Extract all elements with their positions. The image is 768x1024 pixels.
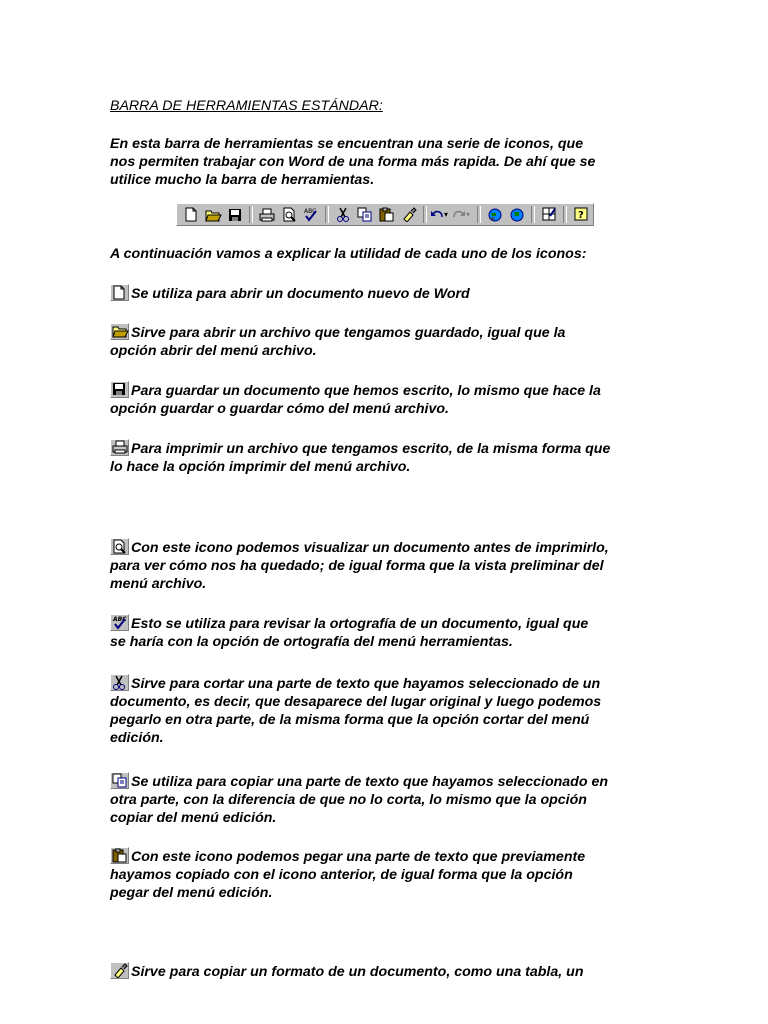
item-text: menú archivo. <box>110 576 207 592</box>
intro-line: En esta barra de herramientas se encuentran una serie de iconos, que <box>110 136 584 152</box>
item-text: edición. <box>110 730 164 746</box>
open-folder-icon <box>110 323 129 340</box>
standard-toolbar <box>176 203 594 226</box>
new-document-icon[interactable] <box>180 205 202 224</box>
item-text: Sirve para cortar una parte de texto que hayamos seleccionado de un <box>131 676 601 692</box>
redo-icon[interactable] <box>452 205 466 224</box>
print-preview-icon <box>110 538 129 555</box>
item-text: Se utiliza para copiar una parte de texto que hayamos seleccionado en <box>131 774 609 790</box>
item-text: Para imprimir un archivo que tengamos escrito, de la misma forma que <box>131 441 611 457</box>
list-item <box>110 674 670 747</box>
undo-dropdown-icon[interactable]: ▾ <box>444 210 449 219</box>
print-icon <box>110 439 129 456</box>
paste-icon[interactable] <box>376 205 398 224</box>
tables-borders-icon[interactable] <box>538 205 560 224</box>
new-document-icon <box>110 284 129 301</box>
list-item <box>110 284 670 303</box>
format-painter-icon[interactable] <box>398 205 420 224</box>
svg-text:?: ? <box>577 210 584 221</box>
copy-icon <box>110 772 129 789</box>
item-text: para ver cómo nos ha quedado; de igual forma que la vista preliminar del <box>110 558 604 574</box>
print-preview-icon[interactable] <box>278 205 300 224</box>
list-item <box>110 847 670 902</box>
item-text: Sirve para abrir un archivo que tengamos guardado, igual que la <box>131 325 566 341</box>
svg-text:ABC: ABC <box>304 208 317 215</box>
item-text: Para guardar un documento que hemos escrito, lo mismo que hace la <box>131 383 601 399</box>
list-item <box>110 614 670 651</box>
redo-dropdown-icon[interactable]: ▾ <box>466 210 471 219</box>
list-item <box>110 439 670 476</box>
cut-icon[interactable] <box>332 205 354 224</box>
undo-icon[interactable] <box>430 205 444 224</box>
help-icon[interactable] <box>570 205 592 224</box>
intro-line: utilice mucho la barra de herramientas. <box>110 172 375 188</box>
item-text: opción guardar o guardar cómo del menú archivo. <box>110 401 449 417</box>
item-text: lo hace la opción imprimir del menú archivo. <box>110 459 411 475</box>
list-item <box>110 772 670 827</box>
intro-line: nos permiten trabajar con Word de una forma más rapida. De ahí que se <box>110 154 596 170</box>
format-painter-icon <box>110 962 129 979</box>
item-text: hayamos copiado con el icono anterior, de igual forma que la opción <box>110 867 573 883</box>
paste-icon <box>110 847 129 864</box>
hyperlink-icon[interactable] <box>484 205 506 224</box>
list-item <box>110 962 670 981</box>
cut-icon <box>110 674 129 691</box>
copy-icon[interactable] <box>354 205 376 224</box>
save-icon <box>110 381 129 398</box>
list-item <box>110 538 670 593</box>
svg-text:ABC: ABC <box>113 616 127 623</box>
web-toolbar-icon[interactable] <box>506 205 528 224</box>
print-icon[interactable] <box>256 205 278 224</box>
item-text: pegar del menú edición. <box>110 885 273 901</box>
item-text: opción abrir del menú archivo. <box>110 343 317 359</box>
continuation-text: A continuación vamos a explicar la utilidad de cada uno de los iconos: <box>110 246 587 262</box>
page-title: BARRA DE HERRAMIENTAS ESTÁNDAR: <box>110 98 383 114</box>
item-text: Se utiliza para abrir un documento nuevo de Word <box>131 286 470 302</box>
spelling-icon[interactable] <box>300 205 322 224</box>
item-text: pegarlo en otra parte, de la misma forma que la opción cortar del menú <box>110 712 590 728</box>
spelling-icon <box>110 614 129 631</box>
intro-paragraph <box>110 135 670 189</box>
item-text: copiar del menú edición. <box>110 810 277 826</box>
save-icon[interactable] <box>224 205 246 224</box>
item-text: Sirve para copiar un formato de un documento, como una tabla, un <box>131 964 584 980</box>
item-text: otra parte, con la diferencia de que no lo corta, lo mismo que la opción <box>110 792 587 808</box>
item-text: documento, es decir, que desaparece del lugar original y luego podemos <box>110 694 602 710</box>
list-item <box>110 323 670 360</box>
list-item <box>110 381 670 418</box>
item-text: Con este icono podemos pegar una parte de texto que previamente <box>131 849 586 865</box>
item-text: se haría con la opción de ortografía del menú herramientas. <box>110 634 513 650</box>
open-folder-icon[interactable] <box>202 205 224 224</box>
item-text: Con este icono podemos visualizar un documento antes de imprimirlo, <box>131 540 609 556</box>
item-text: Esto se utiliza para revisar la ortografía de un documento, igual que <box>131 616 589 632</box>
